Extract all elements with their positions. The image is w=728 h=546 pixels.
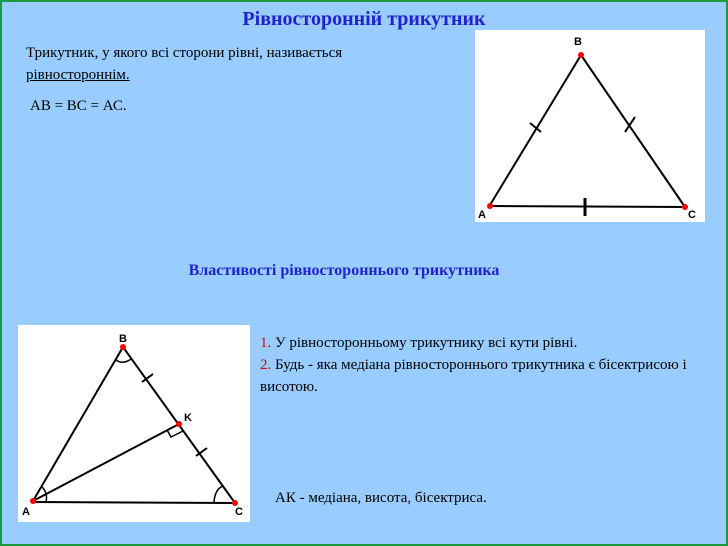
tick-bc	[625, 117, 635, 132]
side-ab	[490, 55, 581, 205]
property-1	[260, 332, 700, 354]
side-ac	[490, 206, 685, 207]
property-1-number: 1.	[260, 335, 272, 351]
label-a: A	[478, 209, 486, 221]
label-a: A	[22, 506, 30, 518]
point-a	[30, 498, 36, 504]
side-bc	[581, 55, 685, 207]
bottom-triangle-panel	[18, 325, 250, 522]
median-caption: АК - медіана, висота, бісектриса.	[275, 490, 487, 506]
point-k	[176, 421, 182, 427]
properties-title: Властивості рівностороннього трикутника	[188, 262, 500, 279]
bottom-triangle-drawing	[18, 325, 250, 522]
angle-b-arc	[116, 359, 131, 362]
label-k: K	[184, 412, 192, 424]
label-b: B	[119, 333, 127, 345]
properties-list	[260, 332, 700, 398]
definition-text	[26, 42, 426, 86]
definition-line-2: рівностороннім.	[26, 67, 130, 83]
point-b	[578, 52, 584, 58]
property-1-text: У рівносторонньому трикутнику всі кути рівні.	[275, 335, 578, 351]
angle-c-arc	[214, 486, 223, 502]
property-2-number: 2.	[260, 357, 272, 373]
top-triangle-drawing	[475, 30, 705, 222]
definition-line-1: Трикутник, у якого всі сторони рівні, називається	[26, 45, 343, 61]
label-b: B	[574, 36, 582, 48]
top-triangle-panel	[475, 30, 705, 222]
slide-title: Рівносторонній трикутник	[242, 8, 486, 30]
property-2	[260, 354, 700, 398]
label-c: C	[688, 209, 696, 221]
property-2-text: Будь - яка медіана рівностороннього трикутника є бісектрисою і висотою.	[260, 357, 687, 395]
point-a	[487, 203, 493, 209]
side-equality: АВ = ВС = АС.	[30, 98, 127, 114]
label-c: C	[235, 506, 243, 518]
side-ac	[33, 502, 235, 503]
right-angle-mark	[167, 430, 183, 437]
